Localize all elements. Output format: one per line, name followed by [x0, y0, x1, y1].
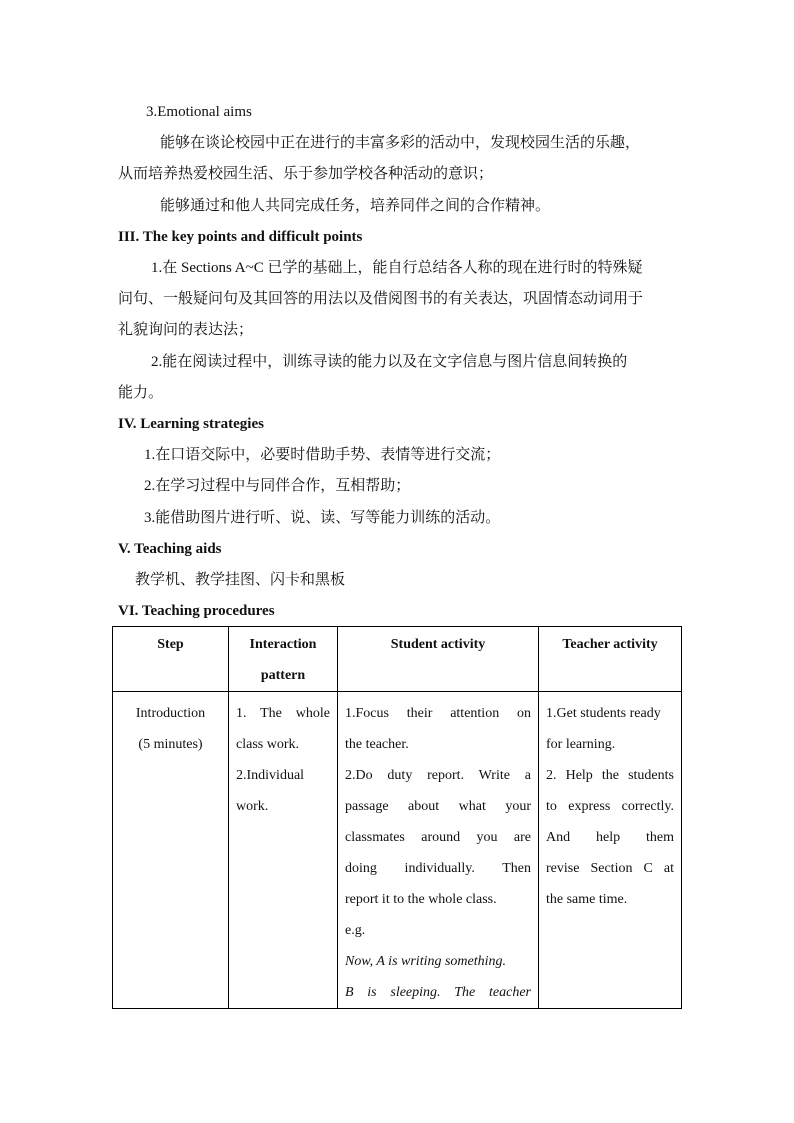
- table-row: [113, 692, 682, 1009]
- student-activity-cell: 1.Focus their attention on the teacher. 2.Do duty report. Write a passage about what your classmates around you are doing individually. Then report it to the whole class. e.g. Now, A is writing something. B is sleeping. The teacher: [338, 692, 539, 1009]
- aids-heading: V. Teaching aids: [118, 541, 222, 557]
- key-points-line-3: 礼貌询问的表达法；: [118, 322, 254, 338]
- key-points-line-1: 1.在 Sections A~C 已学的基础上，能自行总结各人称的现在进行时的特殊疑: [151, 260, 643, 276]
- emotional-aims-line-3: 能够通过和他人共同完成任务，培养同伴之间的合作精神。: [160, 198, 551, 214]
- strategies-heading: IV. Learning strategies: [118, 416, 264, 432]
- strategies-line-3: 3.能借助图片进行听、说、读、写等能力训练的活动。: [144, 510, 501, 526]
- aids-text: 教学机、教学挂图、闪卡和黑板: [135, 572, 346, 588]
- header-student-activity: Student activity: [338, 627, 539, 692]
- strategies-line-2: 2.在学习过程中与同伴合作，互相帮助；: [144, 478, 411, 494]
- header-interaction: Interaction pattern: [229, 627, 338, 692]
- key-points-line-5: 能力。: [118, 385, 164, 401]
- interaction-cell: 1. The whole class work. 2.Individual work.: [229, 692, 338, 1009]
- key-points-line-4: 2.能在阅读过程中，训练寻读的能力以及在文字信息与图片信息间转换的: [151, 354, 628, 370]
- procedures-table: [112, 626, 682, 1009]
- table-header-row: [113, 627, 682, 692]
- key-points-heading: III. The key points and difficult points: [118, 229, 363, 245]
- emotional-aims-line-2: 从而培养热爱校园生活、乐于参加学校各种活动的意识；: [118, 166, 494, 182]
- header-teacher-activity: Teacher activity: [539, 627, 682, 692]
- procedures-heading: VI. Teaching procedures: [118, 603, 275, 619]
- key-points-line-2: 问句、一般疑问句及其回答的用法以及借阅图书的有关表达，巩固情态动词用于: [118, 291, 644, 307]
- strategies-line-1: 1.在口语交际中，必要时借助手势、表情等进行交流；: [144, 447, 501, 463]
- emotional-aims-heading: 3.Emotional aims: [146, 104, 252, 120]
- step-cell: Introduction (5 minutes): [113, 692, 229, 1009]
- header-step: Step: [113, 627, 229, 692]
- emotional-aims-line-1: 能够在谈论校园中正在进行的丰富多彩的活动中，发现校园生活的乐趣，: [160, 135, 641, 151]
- teacher-activity-cell: 1.Get students ready for learning. 2. Help the students to express correctly. And help them revise Section C at the same time.: [539, 692, 682, 1009]
